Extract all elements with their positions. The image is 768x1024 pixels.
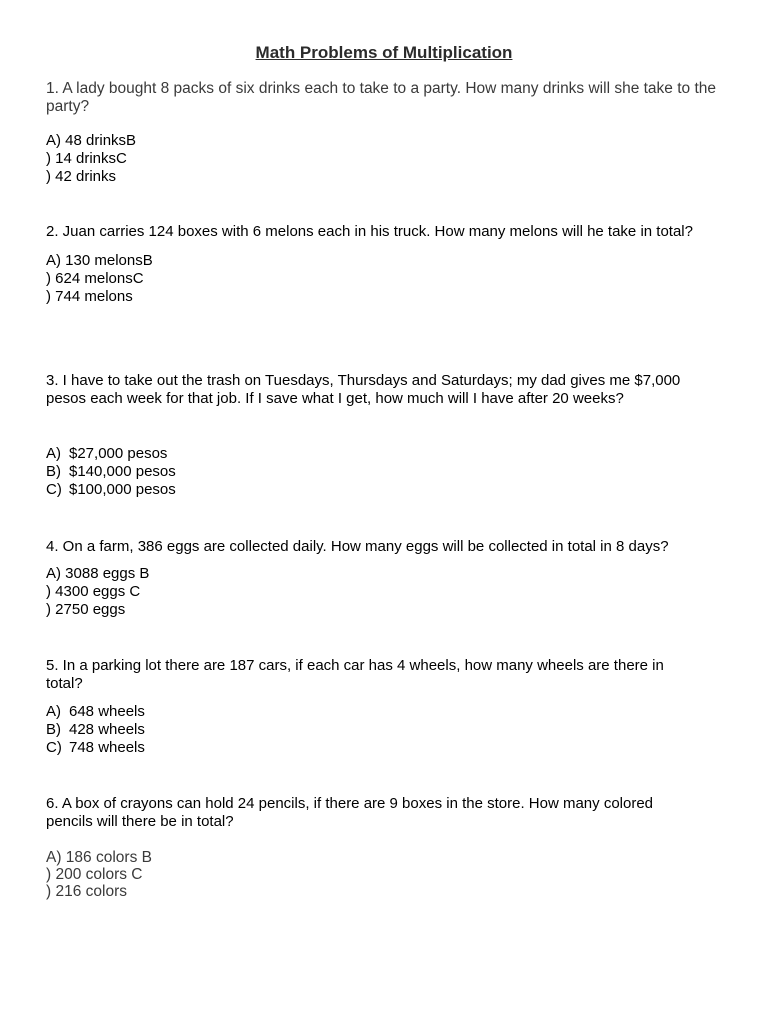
question-4-options [46,565,726,619]
question-4-text: 4. On a farm, 386 eggs are collected daily. How many eggs will be collected in total in 8 days? [46,538,669,555]
option-text: $100,000 pesos [69,481,176,498]
question-6-option-a: A) 186 colors B [46,849,152,866]
question-6-line-1: 6. A box of crayons can hold 24 pencils, if there are 9 boxes in the store. How many colored [46,795,654,812]
question-6-line-2: pencils will there be in total? [46,813,234,830]
option-letter: A) [46,445,61,462]
question-6-options [46,849,726,900]
question-6-text [46,795,726,831]
question-3-options [46,445,726,499]
option-text: $140,000 pesos [69,463,176,480]
option-letter: C) [46,739,62,756]
question-1-options [46,132,726,186]
question-5-option-a [46,703,726,721]
question-5-option-b [46,721,726,739]
question-4-option-a: A) 3088 eggs B [46,565,150,582]
question-5-line-2: total? [46,675,83,692]
option-text: $27,000 pesos [69,445,168,462]
question-2-option-a: A) 130 melonsB [46,252,153,269]
option-text: 648 wheels [69,703,145,720]
page-title: Math Problems of Multiplication [255,43,513,62]
question-6-option-b: ) 200 colors C [46,866,143,883]
question-1-option-a: A) 48 drinksB [46,132,137,149]
question-3-line-2: pesos each week for that job. If I save what I get, how much will I have after 20 weeks? [46,390,624,407]
option-letter: B) [46,721,61,738]
question-3-option-a [46,445,726,463]
option-letter: C) [46,481,62,498]
question-3-line-1: 3. I have to take out the trash on Tuesdays, Thursdays and Saturdays; my dad gives me $7,000 [46,372,681,389]
question-4-option-c: ) 2750 eggs [46,601,126,618]
question-4-option-b: ) 4300 eggs C [46,583,141,600]
question-1-option-b: ) 14 drinksC [46,150,127,167]
question-3-text [46,372,726,408]
question-5-line-1: 5. In a parking lot there are 187 cars, if each car has 4 wheels, how many wheels are there in [46,657,664,674]
question-1-text: 1. A lady bought 8 packs of six drinks each to take to a party. How many drinks will she take to the party? [46,80,717,115]
question-2-option-b: ) 624 melonsC [46,270,144,287]
question-2-text: 2. Juan carries 124 boxes with 6 melons each in his truck. How many melons will he take in total? [46,223,693,240]
question-5-option-c [46,739,726,757]
question-6-option-c: ) 216 colors [46,883,127,900]
question-3-option-b [46,463,726,481]
question-1-option-c: ) 42 drinks [46,168,117,185]
option-text: 748 wheels [69,739,145,756]
option-text: 428 wheels [69,721,145,738]
option-letter: B) [46,463,61,480]
question-5-text [46,657,726,693]
question-2-options [46,252,726,306]
option-letter: A) [46,703,61,720]
question-3-option-c [46,481,726,499]
question-5-options [46,703,726,757]
question-2-option-c: ) 744 melons [46,288,133,305]
